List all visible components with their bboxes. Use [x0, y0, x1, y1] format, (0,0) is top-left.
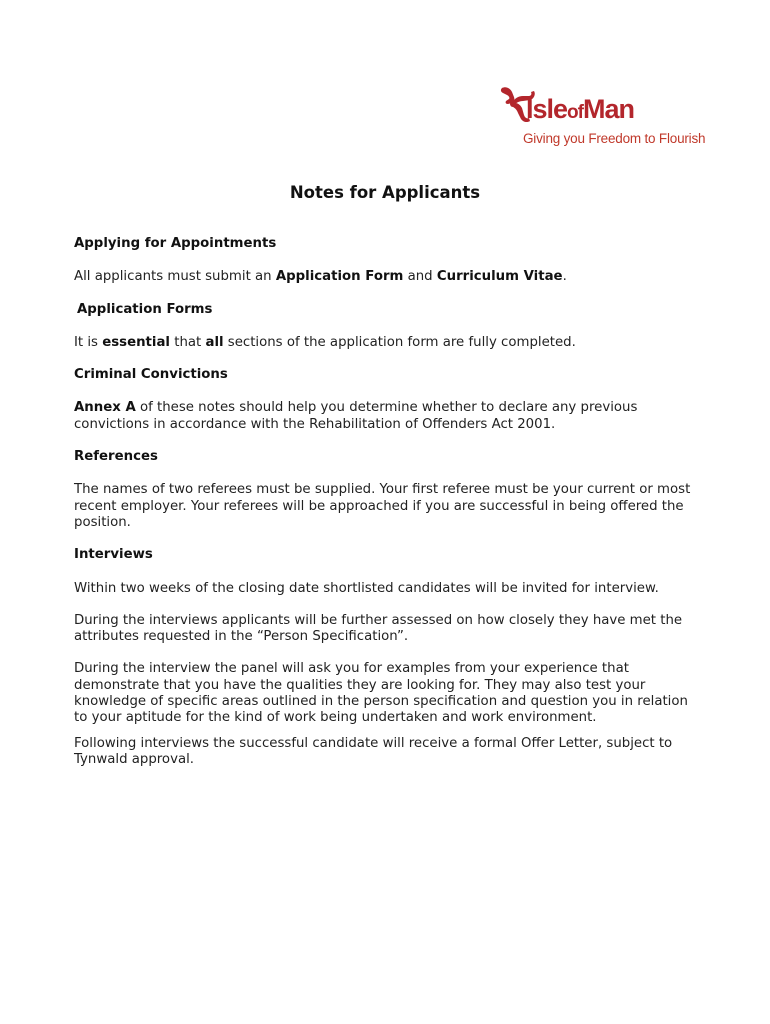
text-run: . — [562, 269, 567, 285]
emphasis-application-form: Application Form — [275, 269, 404, 285]
paragraph-forms-completion — [74, 335, 704, 351]
document-body — [74, 236, 704, 768]
text-run: All applicants must submit an — [74, 269, 276, 285]
heading-application-forms: Application Forms — [77, 301, 213, 317]
paragraph-submit-requirements — [74, 269, 704, 285]
paragraph-convictions — [74, 400, 704, 433]
text-run: and — [403, 269, 437, 285]
emphasis-all: all — [205, 334, 224, 350]
text-run: It is — [74, 334, 103, 350]
logo-tagline: Giving you Freedom to Flourish — [523, 131, 706, 146]
text-run: of these notes should help you determine whether to declare any previous convictions in accordance with the Rehabilitation of Offenders Act 2001. — [74, 400, 638, 432]
heading-interviews: Interviews — [74, 547, 153, 563]
logo-title — [526, 94, 634, 125]
logo-title-isle: Isle — [526, 94, 568, 124]
heading-applying-for-appointments: Applying for Appointments — [74, 236, 277, 251]
heading-references: References — [74, 449, 158, 465]
paragraph-references: The names of two referees must be supplied. Your first referee must be your current or most recent employer. Your referees will be approached if you are successful in being offered the position. — [74, 482, 691, 530]
logo-title-man: Man — [582, 94, 634, 124]
isle-of-man-logo — [496, 82, 716, 152]
paragraph-interview-invitation: Within two weeks of the closing date shortlisted candidates will be invited for interview. — [74, 580, 659, 596]
text-run: sections of the application form are fully completed. — [223, 334, 576, 350]
logo-title-of: of — [567, 102, 583, 123]
paragraph-interview-panel: During the interview the panel will ask you for examples from your experience that demonstrate that you have the qualities they are looking for. They may also test your knowledge of specific areas outlined in the person specification and question you in relation to your aptitude for the kind of work being undertaken and work environment. — [74, 661, 688, 726]
paragraph-interview-assessment: During the interviews applicants will be further assessed on how closely they have met the attributes requested in the “Person Specification”. — [74, 612, 683, 645]
emphasis-curriculum-vitae: Curriculum Vitae — [436, 269, 563, 285]
emphasis-essential: essential — [102, 334, 170, 350]
text-run: that — [170, 334, 206, 350]
page-title: Notes for Applicants — [289, 183, 481, 202]
heading-criminal-convictions: Criminal Convictions — [74, 367, 228, 383]
paragraph-offer-letter: Following interviews the successful candidate will receive a formal Offer Letter, subject to Tynwald approval. — [74, 735, 673, 767]
emphasis-annex-a: Annex A — [74, 400, 136, 416]
